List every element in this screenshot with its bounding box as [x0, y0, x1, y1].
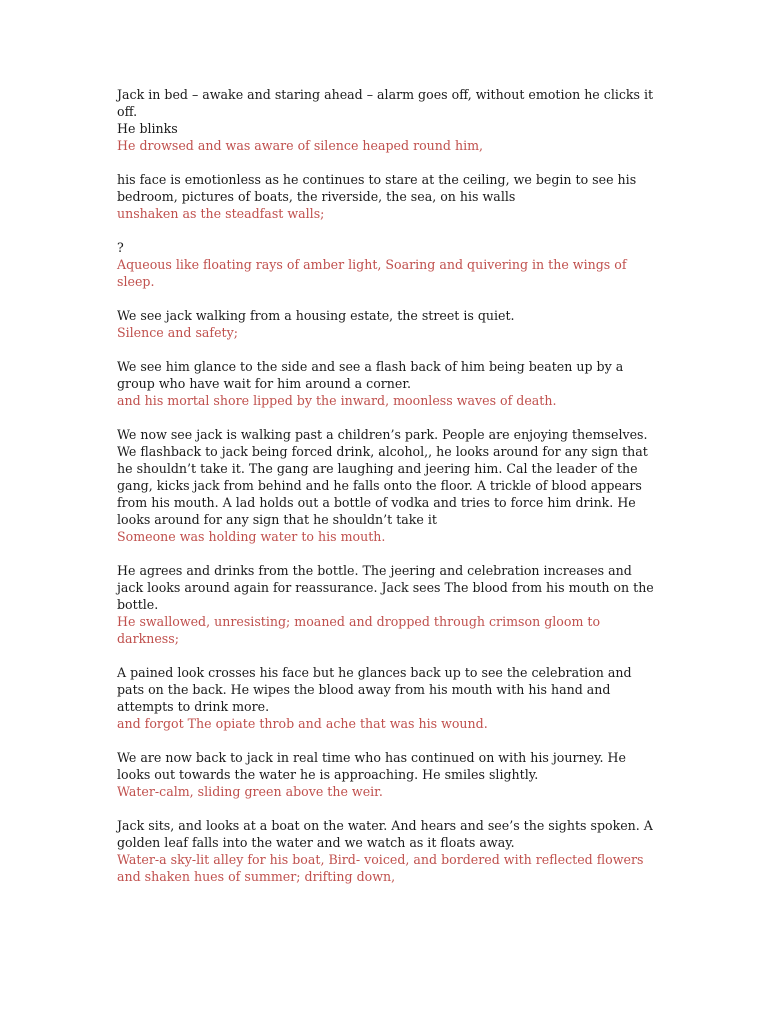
script-line: his face is emotionless as he continues to stare at the ceiling, we begin to see his bedroom, pictures of boats, the riverside, the sea, on his walls [117, 172, 637, 204]
script-paragraph [117, 239, 657, 290]
script-paragraph [117, 817, 657, 885]
script-line: He agrees and drinks from the bottle. The jeering and celebration increases and jack looks around again for reassurance. Jack sees The blood from his mouth on the bottle. [117, 563, 654, 612]
script-paragraph [117, 426, 657, 545]
script-paragraph [117, 358, 657, 409]
script-line: Jack sits, and looks at a boat on the water. And hears and see’s the sights spoken. A golden leaf falls into the water and we watch as it floats away. [117, 818, 653, 850]
script-paragraph [117, 749, 657, 800]
poem-line: unshaken as the steadfast walls; [117, 206, 325, 221]
poem-line: Silence and safety; [117, 325, 238, 340]
script-paragraph [117, 562, 657, 647]
script-line: A pained look crosses his face but he glances back up to see the celebration and pats on the back. He wipes the blood away from his mouth with his hand and attempts to drink more. [117, 665, 632, 714]
document-page [117, 86, 657, 902]
script-line: ? [117, 240, 124, 255]
poem-line: Aqueous like floating rays of amber light, Soaring and quivering in the wings of sleep. [117, 257, 627, 289]
poem-line: and forgot The opiate throb and ache that was his wound. [117, 716, 488, 731]
script-line: Jack in bed – awake and staring ahead – alarm goes off, without emotion he clicks it off. [117, 87, 654, 119]
script-line: We see him glance to the side and see a flash back of him being beaten up by a group who have wait for him around a corner. [117, 359, 624, 391]
script-paragraph [117, 171, 657, 222]
poem-line: He swallowed, unresisting; moaned and dropped through crimson gloom to darkness; [117, 614, 601, 646]
script-paragraph [117, 86, 657, 154]
poem-line: Water-a sky-lit alley for his boat, Bird- voiced, and bordered with reflected flowers and shaken hues of summer; drifting down, [117, 852, 644, 884]
poem-line: Water-calm, sliding green above the weir. [117, 784, 383, 799]
script-paragraph [117, 664, 657, 732]
poem-line: He drowsed and was aware of silence heaped round him, [117, 138, 484, 153]
script-line: We see jack walking from a housing estate, the street is quiet. [117, 308, 515, 323]
script-line: He blinks [117, 121, 178, 136]
script-paragraph [117, 307, 657, 341]
script-line: We are now back to jack in real time who has continued on with his journey. He looks out towards the water he is approaching. He smiles slightly. [117, 750, 626, 782]
poem-line: Someone was holding water to his mouth. [117, 529, 386, 544]
poem-line: and his mortal shore lipped by the inward, moonless waves of death. [117, 393, 557, 408]
script-line: We now see jack is walking past a children’s park. People are enjoying themselves. We flashback to jack being forced drink, alcohol,, he looks around for any sign that he shouldn’t take it. The gang are laughing and jeering him. Cal the leader of the gang, kicks jack from behind and he falls onto the floor. A trickle of blood appears from his mouth. A lad holds out a bottle of vodka and tries to force him drink. He looks around for any sign that he shouldn’t take it [117, 427, 648, 527]
